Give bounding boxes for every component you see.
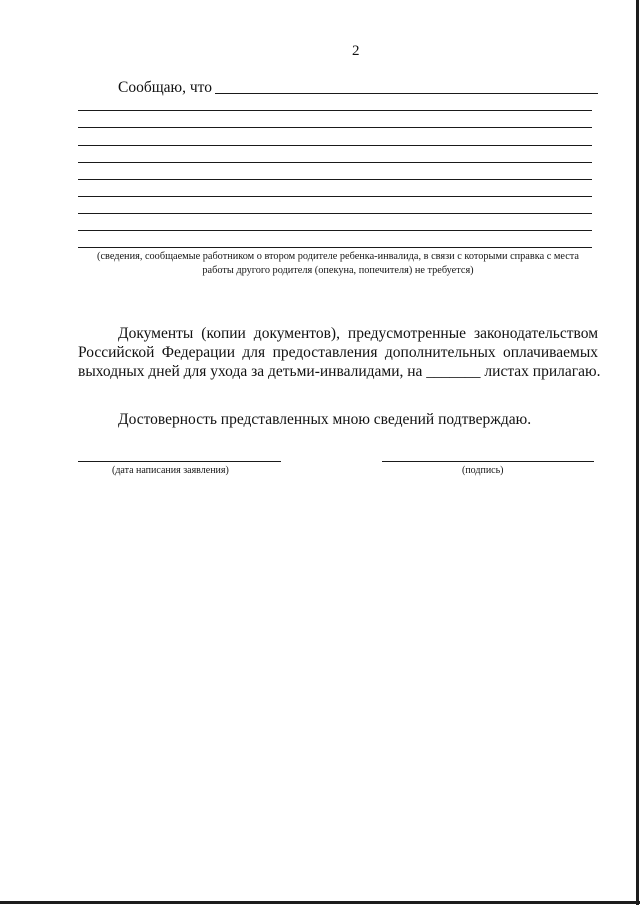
blank-line xyxy=(78,110,592,111)
paragraph-line: Российской Федерации для предоставления дополнительных оплачиваемых xyxy=(78,344,598,361)
caption-line: (сведения, сообщаемые работником о втором родителе ребенка-инвалида, в связи с которыми справка с места xyxy=(97,251,579,262)
report-label: Сообщаю, что xyxy=(118,79,212,96)
blank-line xyxy=(78,230,592,231)
blank-line xyxy=(78,145,592,146)
information-caption xyxy=(78,250,598,278)
blank-line xyxy=(78,247,592,248)
scan-edge-bottom xyxy=(0,901,640,904)
signature-line xyxy=(382,461,594,462)
paragraph-line: выходных дней для ухода за детьми-инвалидами, на _______ листах прилагаю. xyxy=(78,363,601,380)
page-number: 2 xyxy=(352,43,360,59)
blank-line xyxy=(78,213,592,214)
scan-edge-right xyxy=(636,0,639,905)
caption-line: работы другого родителя (опекуна, попечителя) не требуется) xyxy=(202,265,474,276)
paragraph-line: Документы (копии документов), предусмотренные законодательством xyxy=(118,325,598,342)
documents-paragraph xyxy=(78,324,601,381)
confirmation-statement: Достоверность представленных мною сведений подтверждаю. xyxy=(118,411,532,428)
report-underline xyxy=(215,93,598,94)
blank-line xyxy=(78,179,592,180)
blank-line xyxy=(78,196,592,197)
signature-caption: (подпись) xyxy=(462,465,504,476)
date-signature-line xyxy=(78,461,281,462)
blank-line xyxy=(78,127,592,128)
date-caption: (дата написания заявления) xyxy=(112,465,229,476)
blank-line xyxy=(78,162,592,163)
